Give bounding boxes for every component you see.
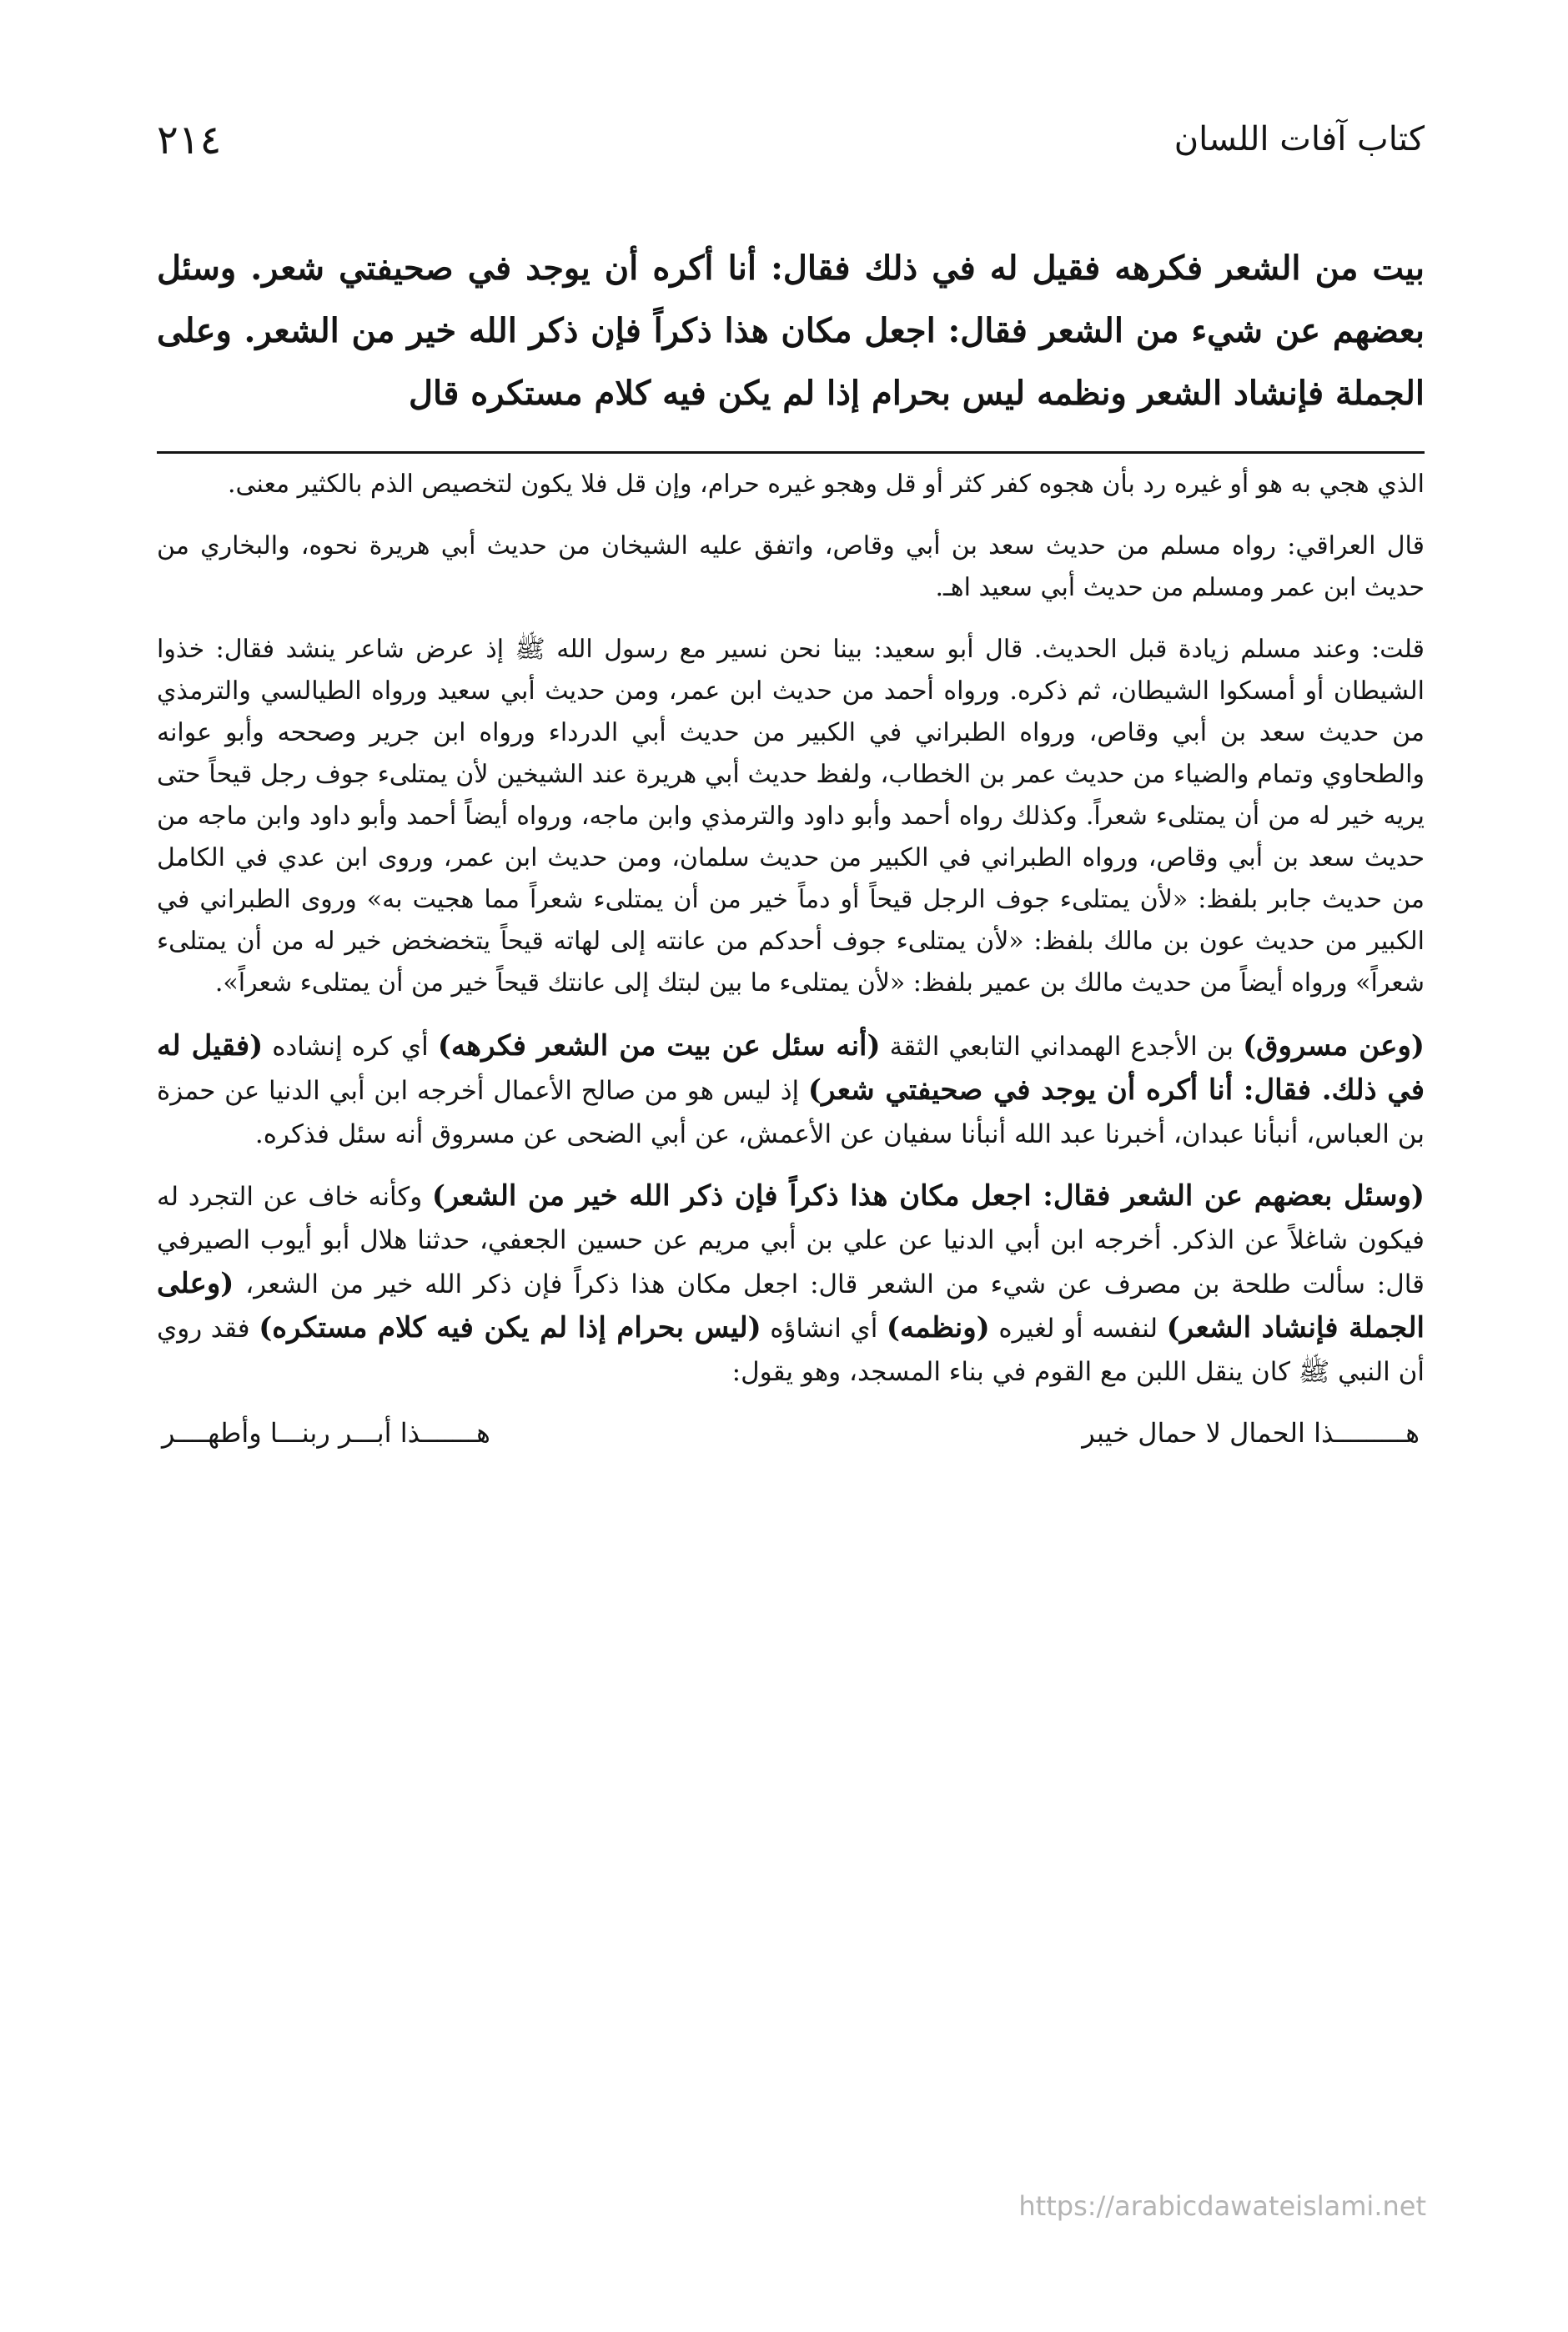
footnote-divider [157,451,1425,454]
page-header [157,108,1425,188]
commentary [157,1024,1425,1394]
quoted-text: (فقيل له في ذلك. فقال: أنا أكره أن يوجد في صحيفتي شعر) [157,1029,1425,1107]
quoted-text: (ليس بحرام إذا لم يكن فيه كلام مستكره) [259,1311,761,1344]
footnote-paragraph: الذي هجي به هو أو غيره رد بأن هجوه كفر كثر أو قل وهجو غيره حرام، وإن قل فلا يكون لتخصيص الذم بالكثير معنى. [227,470,1425,499]
commentary-paragraph [157,1024,1425,1156]
poem-hemistich-left: هـــــــذا أبـــر ربنـــا وأطهــــر [162,1417,490,1449]
quoted-text: (ونظمه) [886,1311,990,1344]
watermark-url: https://arabicdawateislami.net [1018,2190,1426,2222]
main-text: بيت من الشعر فكرهه فقيل له في ذلك فقال: أنا أكره أن يوجد في صحيفتي شعر. وسئل بعضهم عن شيء من الشعر فقال: اجعل مكان هذا ذكراً فإن ذكر الله خير من الشعر. وعلى الجملة فإنشاد الشعر ونظمه ليس بحرام إذا لم يكن فيه كلام مستكره قال [157,249,1425,413]
commentary-paragraph [157,1174,1425,1394]
explanation-text: أي كره إنشاده [263,1032,438,1062]
footnote-paragraph: قلت: وعند مسلم زيادة قبل الحديث. قال أبو سعيد: بينا نحن نسير مع رسول الله ﷺ إذ عرض شاعر ينشد فقال: خذوا الشيطان أو أمسكوا الشيطان، ثم ذكره. ورواه أحمد من حديث ابن عمر، ومن حديث أبي سعيد ورواه الطيالسي والترمذي من حديث سعد بن أبي وقاص، ورواه الطبراني في الكبير من حديث أبي الدرداء ورواه ابن جرير وصححه وأبو عوانه والطحاوي وتمام والضياء من حديث عمر بن الخطاب، ولفظ حديث أبي هريرة عند الشيخين لأن يمتلىء جوف رجل قيحاً حتى يريه خير له من أن يمتلىء شعراً. وكذلك رواه أحمد وأبو داود والترمذي وابن ماجه، ورواه أيضاً أحمد وأبو داود وابن ماجه من حديث سعد بن أبي وقاص، ورواه الطبراني في الكبير من حديث سلمان، ومن حديث ابن عمر، وروى ابن عدي في الكامل من حديث جابر بلفظ: «لأن يمتلىء جوف الرجل قيحاً أو دماً خير من أن يمتلىء شعراً مما هجيت به» وروى الطبراني في الكبير من حديث عون بن مالك بلفظ: «لأن يمتلىء جوف أحدكم من عانته إلى لهاته قيحاً يتخضخض خير له من أن يمتلىء شعراً» ورواه أيضاً من حديث مالك بن عمير بلفظ: «لأن يمتلىء ما بين لبتك إلى عانتك قيحاً خير من أن يمتلىء شعراً». [157,635,1425,998]
poem-verse [157,1412,1425,1454]
explanation-text: إذ ليس هو من صالح الأعمال أخرجه ابن أبي الدنيا عن حمزة بن العباس، أنبأنا عبدان، أخبرنا عبد الله أنبأنا سفيان عن الأعمش، عن أبي الضحى عن مسروق أنه سئل فذكره. [157,1076,1425,1149]
quoted-text: (أنه سئل عن بيت من الشعر فكرهه) [437,1029,881,1063]
book-page [157,108,1425,1454]
explanation-text: لنفسه أو لغيره [989,1314,1167,1344]
quoted-text: (وعلى الجملة فإنشاد الشعر) [157,1267,1425,1344]
book-title: كتاب آفات اللسان [1173,120,1425,158]
poem-hemistich-right: هـــــــــذا الحمال لا حمال خيبر [1082,1417,1420,1449]
quoted-text: (وعن مسروق) [1243,1029,1425,1063]
page-number: ٢١٤ [157,117,222,163]
explanation-text: فقد روي أن النبي ﷺ كان ينقل اللبن مع القوم في بناء المسجد، وهو يقول: [157,1314,1425,1387]
footnotes [157,464,1425,1004]
footnote-paragraph: قال العراقي: رواه مسلم من حديث سعد بن أبي وقاص، واتفق عليه الشيخان من حديث أبي هريرة نحوه، والبخاري من حديث ابن عمر ومسلم من حديث أبي سعيد اهـ. [157,531,1425,602]
explanation-text: وكأنه خاف عن التجرد له فيكون شاغلاً عن الذكر. أخرجه ابن أبي الدنيا عن علي بن أبي مريم عن حسين الجعفي، حدثنا هلال أبو أيوب الصيرفي قال: سألت طلحة بن مصرف عن شيء من الشعر قال: اجعل مكان هذا ذكراً فإن ذكر الله خير من الشعر، [157,1182,1425,1299]
quoted-text: (وسئل بعضهم عن الشعر فقال: اجعل مكان هذا ذكراً فإن ذكر الله خير من الشعر) [431,1179,1425,1213]
explanation-text: أي انشاؤه [761,1314,887,1344]
explanation-text: بن الأجدع الهمداني التابعي الثقة [880,1032,1244,1062]
